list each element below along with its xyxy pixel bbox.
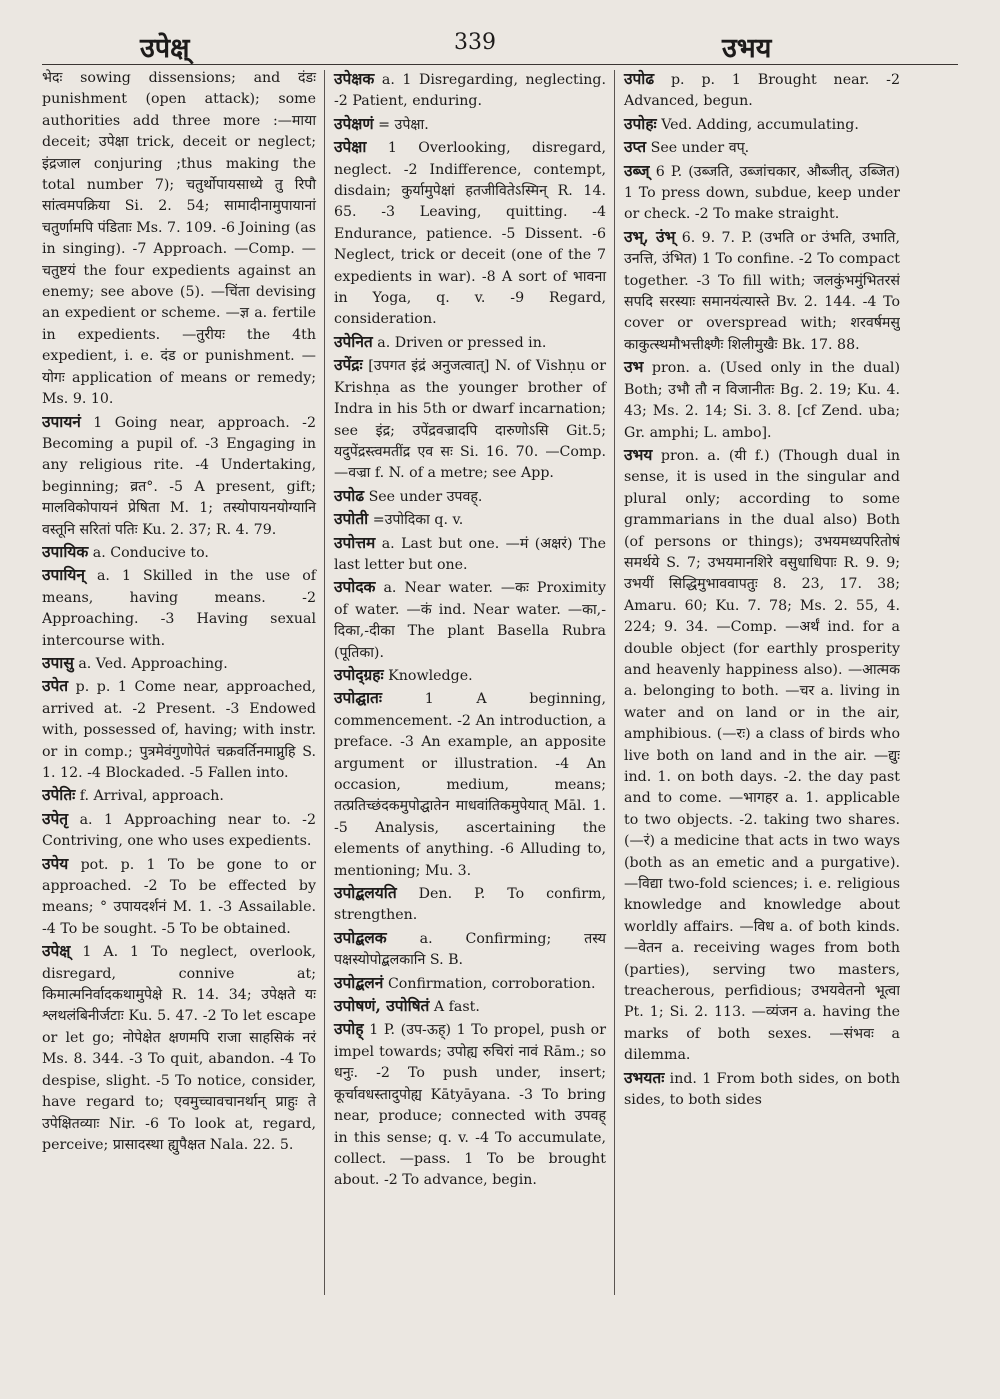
dictionary-entry [334, 882, 606, 927]
entry-definition: ind. 1 From both sides, on both sides, to both sides [624, 1070, 900, 1109]
entry-definition: Den. P. To confirm, strengthen. [334, 886, 606, 924]
column-divider [324, 70, 325, 1295]
entry-definition: भेदः sowing dissensions; and दंडः punishment (open attack); some authorities add three more :—माया deceit; उपेक्षा trick, deceit or neglect; इंद्रजाल conjuring ;thus making the total number 7); चतुर्थोपायसाध्ये तु रिपौ सांत्वमपक्रिया Si. 2. 54; सामादीनामुपायानां चतुर्णामपि पंडिताः Ms. 7. 109. -6 Joining (as in singing). -7 Approach. —Comp. —चतुष्टयं the four expedients against an enemy; see above (5). —चिंता devising an expedient or scheme. —ज्ञ a. fertile in expedients. —तुरीयः the 4th expedient, i. e. दंड or punishment. —योगः application of means or remedy; Ms. 9. 10. [42, 70, 316, 408]
entry-headword: उपोद्घातः [334, 688, 383, 708]
dictionary-entry [42, 808, 316, 853]
entry-headword: उपेक्षा [334, 137, 367, 157]
entry-definition: pron. a. (यी f.) (Though dual in sense, it is used in the singular and plural only; according to some grammarians in the dual also) Both (of persons or things); उभयमध्यपरितोषं समर्थये S. 7; उभयमानशिरे वसुधाधिपाः R. 9. 9; उभयीं सिद्धिमुभाववापतुः 8. 23, 17. 38; Amaru. 60; Ku. 7. 78; Ms. 2. 55, 4. 224; 9. 34. —Comp. —अर्थं ind. for a double object (for earthly prosperity and heavenly happiness also). —आत्मक a. belonging to both. —चर a. living in water and on land or in the air, amphibious. (—रः) a class of birds who live both on land and in the air. —द्युः ind. 1. on both days. -2. the day past and to come. —भागहर a. 1. applicable to two objects. -2. taking two shares. (—रं) a medicine that acts in two ways (both as an emetic and a purgative). —विद्या two-fold sciences; i. e. religious knowledge and knowledge about worldly affairs. —विध a. of both kinds. —वेतन a. receiving wages from both (parties), serving two masters, treacherous, perfidious; उभयवेतनो भूत्वा Pt. 1; Si. 2. 113. —व्यंजन a. having the marks of both sexes. —संभवः a dilemma. [624, 447, 900, 1064]
entry-definition: 1 P. (उप-ऊह्) 1 To propel, push or impel towards; उपोह्य रुचिरां नावं Rām.; so धनुः. -2 To push under, insert; कूर्चावधस्तादुपोह्य Kātyāyana. -3 To bring near, produce; connected with उपवह् in this sense; q. v. -4 To accumulate, collect. —pass. 1 To be brought about. -2 To advance, begin. [334, 1022, 606, 1189]
entry-headword: उभयतः [624, 1067, 665, 1087]
entry-headword: उपोह् [334, 1019, 364, 1039]
entry-definition: Knowledge. [388, 667, 473, 684]
entry-definition: f. Arrival, approach. [79, 788, 224, 805]
entry-headword: उपेत [42, 676, 69, 696]
entry-definition: pron. a. (Used only in the dual) Both; उभौ तौ न विजानीतः Bg. 2. 19; Ku. 4. 43; Ms. 2. 14; Si. 3. 8. [cf Zend. uba; Gr. amphi; L. ambo]. [624, 360, 900, 441]
dictionary-entry [334, 1018, 606, 1191]
dictionary-entry [624, 160, 900, 226]
dictionary-entry [334, 331, 606, 354]
entry-headword: उपोदक [334, 577, 376, 597]
entry-definition: 1 A beginning, commencement. -2 An introduction, a preface. -3 An example, an apposite argument or illustration. -4 An occasion, medium, means; तत्प्रतिच्छंदकमुपोद्घातेन माधवांतिकमुपेयात् Māl. 1. -5 Analysis, ascertaining the elements of anything. -6 Alluding to, mentioning; Mu. 3. [334, 691, 606, 879]
entry-headword: उभ [624, 357, 644, 377]
entry-headword: उपोद्बलक [334, 927, 387, 947]
dictionary-entry [334, 532, 606, 577]
dictionary-entry [42, 652, 316, 675]
entry-definition: Confirmation, corroboration. [387, 975, 596, 992]
entry-headword: उपासु [42, 652, 74, 672]
page-header [0, 22, 1000, 66]
entry-definition: = उपेक्षा. [378, 116, 429, 133]
entry-headword: उपोहः [624, 113, 657, 133]
entry-headword: उपोढ [624, 69, 655, 88]
dictionary-entry [42, 564, 316, 652]
dictionary-entry [624, 113, 900, 136]
entry-definition: See under वप्. [650, 140, 750, 157]
dictionary-entry [334, 68, 606, 113]
entry-definition: =उपोदिका q. v. [372, 512, 464, 529]
dictionary-entry [334, 972, 606, 995]
dictionary-entry [624, 226, 900, 356]
dictionary-entry [42, 940, 316, 1156]
entry-definition: [उपगत इंद्रं अनुजत्वात्] N. of Vishṇu or Krishṇa as the younger brother of Indra in his 5th or dwarf incarnation; see इंद्र; उपेंद्रवज्रादपि दारुणोऽसि Git.5; यदुपेंद्रस्त्वमतींद्र एव सः Si. 16. 70. —Comp. —वज्रा f. N. of a metre; see App. [334, 358, 607, 482]
entry-headword: उपेनित [334, 331, 373, 351]
dictionary-entry [42, 541, 316, 564]
entry-definition: a. 1 Approaching near to. -2 Contriving, one who uses expedients. [42, 811, 316, 850]
dictionary-entry [624, 356, 900, 444]
entry-headword: उपोढ [334, 485, 365, 505]
entry-headword: उपायनं [42, 411, 81, 431]
entry-headword: उपोद्ग्रहः [334, 664, 384, 684]
dictionary-entry [334, 508, 606, 531]
dictionary-entry [334, 354, 606, 484]
dictionary-entry [42, 784, 316, 807]
entry-definition: 6. 9. 7. P. (उभति or उंभति, उभाति, उनत्ति, उंभित) 1 To confine. -2 To compact together. -3 To fill with; जलकुंभमुंभितरसं सपदि सरस्याः समानयंत्यास्ते Bv. 2. 144. -4 To cover or overspread with; शरवर्षमसु काकुत्स्थमौभत्तीक्ष्णैः शिलीमुखैः Bk. 17. 88. [624, 229, 900, 353]
dictionary-entry [42, 853, 316, 941]
dictionary-entry [334, 687, 606, 882]
entry-headword: उपोद्बलनं [334, 972, 384, 992]
entry-headword: उपायिन् [42, 565, 85, 585]
entry-definition: a. 1 Disregarding, neglecting. -2 Patient, enduring. [334, 72, 606, 110]
left-guide-word: उपेक्ष् [140, 33, 190, 64]
right-guide-word: उभय [722, 33, 772, 64]
dictionary-entry [334, 664, 606, 687]
dictionary-entry [334, 927, 606, 972]
entry-headword: उब्ज् [624, 160, 650, 180]
entry-headword: उपेंद्रः [334, 355, 363, 375]
dictionary-entry [334, 576, 606, 664]
entry-definition: p. p. 1 Come near, approached, arrived at. -2 Present. -3 Endowed with, possessed of, having; with instr. or in comp.; पुत्रमेवंगुणोपेतं चक्रवर्तिनमाप्नुहि S. 1. 12. -4 Blockaded. -5 Fallen into. [42, 679, 316, 781]
entry-definition: a. Near water. —कः Proximity of water. —कं ind. Near water. —का,-दिका,-दीका The plant Basella Rubra (पूतिका). [334, 580, 606, 661]
entry-definition: Ved. Adding, accumulating. [661, 116, 859, 133]
entry-headword: उभय [624, 444, 653, 464]
entry-definition: 1 Overlooking, disregard, neglect. -2 Indifference, contempt, disdain; कुर्यामुपेक्षां हतजीवितेऽस्मिन् R. 14. 65. -3 Leaving, quitting. -4 Endurance, patience. -5 Dissent. -6 Neglect, trick or deceit (one of the 7 expedients in war). -8 A sort of भावना in Yoga, q. v. -9 Regard, consideration. [334, 140, 606, 328]
entry-definition: a. Conducive to. [92, 544, 209, 561]
entry-definition: A fast. [433, 999, 480, 1016]
entry-definition: a. Confirming; तस्य पक्षस्योपोद्बलकानि S. B. [334, 930, 606, 969]
entry-definition: a. Ved. Approaching. [78, 655, 228, 672]
dictionary-entry [42, 411, 316, 541]
entry-definition: a. Last but one. —मं (अक्षरं) The last letter but one. [334, 535, 606, 573]
dictionary-entry [624, 444, 900, 1067]
dictionary-entry [624, 68, 900, 113]
entry-headword: उपोद्बलयति [334, 883, 397, 903]
entry-definition: 1 A. 1 To neglect, overlook, disregard, connive at; किमात्मनिर्वादकथामुपेक्षे R. 14. 34; उपेक्षते यः श्लथलंबिनीर्जटाः Ku. 5. 47. -2 To let escape or let go; नोपेक्षेत क्षणमपि राजा साहसिकं नरं Ms. 8. 344. -3 To quit, abandon. -4 To despise, slight. -5 To notice, consider, have regard to; एवमुच्चावचानर्थान् प्राहुः ते उपेक्षितव्याः Nir. -6 To look at, regard, perceive; प्रासादस्था ह्युपैक्षत Nala. 22. 5. [42, 944, 316, 1153]
entry-headword: उपेय [42, 853, 69, 873]
entry-headword: उप्त [624, 137, 647, 157]
column-1 [42, 68, 320, 1330]
entry-definition: a. Driven or pressed in. [377, 334, 547, 351]
entry-definition: p. p. 1 Brought near. -2 Advanced, begun. [624, 72, 900, 110]
entry-definition: pot. p. 1 To be gone to or approached. -2 To be effected by means; ° उपायदर्शनं M. 1. -3 Assailable. -4 To be sought. -5 To be obtained. [42, 856, 316, 937]
column-3 [618, 68, 900, 1330]
entry-definition: 6 P. (उब्जति, उब्जांचकार, औब्जीत्, उब्जित) 1 To press down, subdue, keep under or check. -2 To make straight. [624, 163, 900, 223]
entry-headword: उपोषणं, उपोषितं [334, 996, 430, 1016]
entry-headword: उपायिक [42, 541, 89, 561]
page-number: 339 [454, 30, 496, 55]
dictionary-entry [334, 995, 606, 1018]
entry-headword: उभ्, उंभ् [624, 226, 676, 246]
entry-headword: उपेतिः [42, 785, 76, 805]
dictionary-entry [334, 136, 606, 331]
entry-definition: See under उपवह्. [368, 488, 483, 505]
column-divider [614, 70, 615, 1295]
entry-definition: 1 Going near, approach. -2 Becoming a pupil of. -3 Engaging in any religious rite. -4 Undertaking, beginning; व्रत°. -5 A present, gift; मालविकोपायनं प्रेषिता M. 1; तस्योपायनयोग्यानि वस्तूनि सरितां पतिः Ku. 2. 37; R. 4. 79. [42, 414, 316, 538]
entry-headword: उपोती [334, 509, 369, 529]
entry-headword: उपेक्षक [334, 69, 375, 88]
dictionary-entry [624, 136, 900, 159]
dictionary-entry [42, 675, 316, 784]
entry-headword: उपेक्ष् [42, 941, 71, 961]
dictionary-entry [42, 68, 316, 411]
column-2 [328, 68, 610, 1330]
dictionary-entry [334, 113, 606, 136]
entry-headword: उपेतृ [42, 808, 69, 828]
entry-headword: उपोत्तम [334, 532, 376, 552]
dictionary-entry [624, 1067, 900, 1112]
entry-definition: a. 1 Skilled in the use of means, having means. -2 Approaching. -3 Having sexual intercourse with. [42, 568, 316, 649]
dictionary-entry [334, 485, 606, 508]
header-rule [42, 64, 958, 65]
entry-headword: उपेक्षणं [334, 113, 374, 133]
